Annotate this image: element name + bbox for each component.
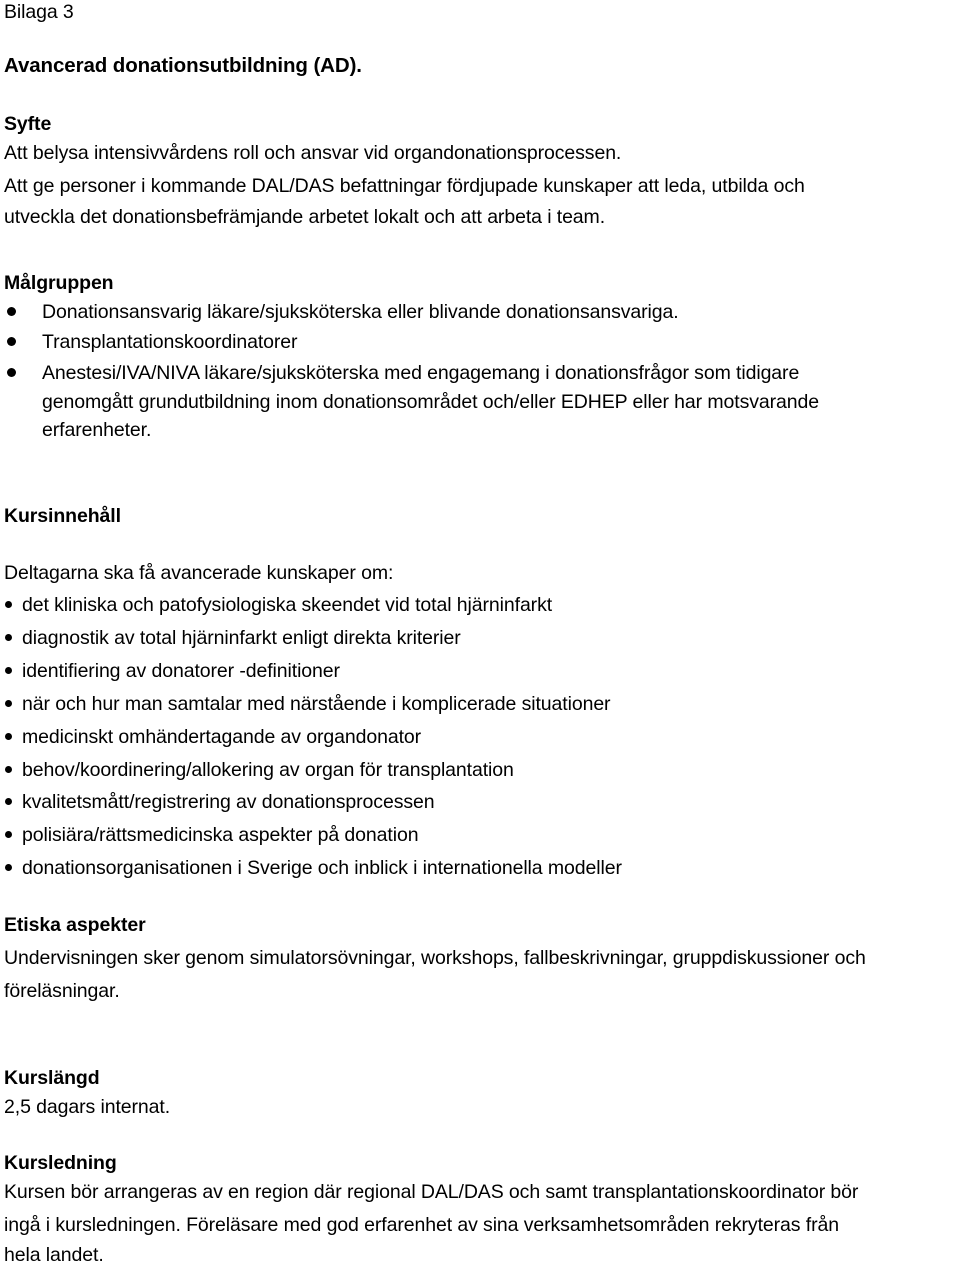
kursledning-line-3: hela landet. (4, 1244, 104, 1266)
kursinnehall-intro: Deltagarna ska få avancerade kunskaper om: (4, 562, 394, 584)
kursinnehall-item-9: donationsorganisationen i Sverige och inblick i internationella modeller (22, 857, 622, 879)
kursinnehall-item-4: när och hur man samtalar med närstående i komplicerade situationer (22, 693, 611, 715)
kursinnehall-heading: Kursinnehåll (4, 505, 121, 527)
kurslangd-heading: Kurslängd (4, 1067, 100, 1089)
bullet-icon (5, 864, 12, 871)
malgruppen-item-3-line-2: genomgått grundutbildning inom donationsområdet och/eller EDHEP eller har motsvarande (42, 391, 820, 413)
syfte-line-3: utveckla det donationsbefrämjande arbetet lokalt och att arbeta i team. (4, 206, 606, 228)
kursinnehall-item-8: polisiära/rättsmedicinska aspekter på donation (22, 824, 419, 846)
malgruppen-item-3-line-3: erfarenheter. (42, 419, 152, 441)
kursinnehall-item-1: det kliniska och patofysiologiska skeendet vid total hjärninfarkt (22, 594, 553, 616)
bullet-icon (7, 307, 16, 316)
malgruppen-item-1: Donationsansvarig läkare/sjuksköterska eller blivande donationsansvariga. (42, 301, 679, 323)
malgruppen-item-3: Anestesi/IVA/NIVA läkare/sjuksköterska med engagemang i donationsfrågor som tidigare (42, 362, 800, 384)
bullet-icon (5, 667, 12, 674)
syfte-heading: Syfte (4, 113, 52, 135)
kursinnehall-item-3: identifiering av donatorer -definitioner (22, 660, 340, 682)
malgruppen-item-2: Transplantationskoordinatorer (42, 331, 298, 353)
appendix-label: Bilaga 3 (4, 1, 74, 23)
kursinnehall-item-6: behov/koordinering/allokering av organ för transplantation (22, 759, 514, 781)
kursledning-line-1: Kursen bör arrangeras av en region där regional DAL/DAS och samt transplantationskoordinator bör (4, 1181, 859, 1203)
syfte-line-2: Att ge personer i kommande DAL/DAS befattningar fördjupade kunskaper att leda, utbilda och (4, 175, 805, 197)
bullet-icon (5, 733, 12, 740)
bullet-icon (7, 337, 16, 346)
kursinnehall-item-2: diagnostik av total hjärninfarkt enligt direkta kriterier (22, 627, 461, 649)
bullet-icon (7, 368, 16, 377)
bullet-icon (5, 766, 12, 773)
bullet-icon (5, 831, 12, 838)
syfte-line-1: Att belysa intensivvårdens roll och ansvar vid organdonationsprocessen. (4, 142, 622, 164)
etiska-line-2: föreläsningar. (4, 980, 120, 1002)
document-title: Avancerad donationsutbildning (AD). (4, 54, 362, 77)
etiska-heading: Etiska aspekter (4, 914, 146, 936)
bullet-icon (5, 798, 12, 805)
kursinnehall-item-5: medicinskt omhändertagande av organdonator (22, 726, 422, 748)
kursledning-heading: Kursledning (4, 1152, 117, 1174)
etiska-line-1: Undervisningen sker genom simulatorsövningar, workshops, fallbeskrivningar, gruppdiskussioner och (4, 947, 866, 969)
kursledning-line-2: ingå i kursledningen. Föreläsare med god erfarenhet av sina verksamhetsområden rekryteras från (4, 1214, 839, 1236)
kurslangd-text: 2,5 dagars internat. (4, 1096, 171, 1118)
bullet-icon (5, 601, 12, 608)
bullet-icon (5, 634, 12, 641)
malgruppen-heading: Målgruppen (4, 272, 114, 294)
kursinnehall-item-7: kvalitetsmått/registrering av donationsprocessen (22, 791, 435, 813)
bullet-icon (5, 700, 12, 707)
